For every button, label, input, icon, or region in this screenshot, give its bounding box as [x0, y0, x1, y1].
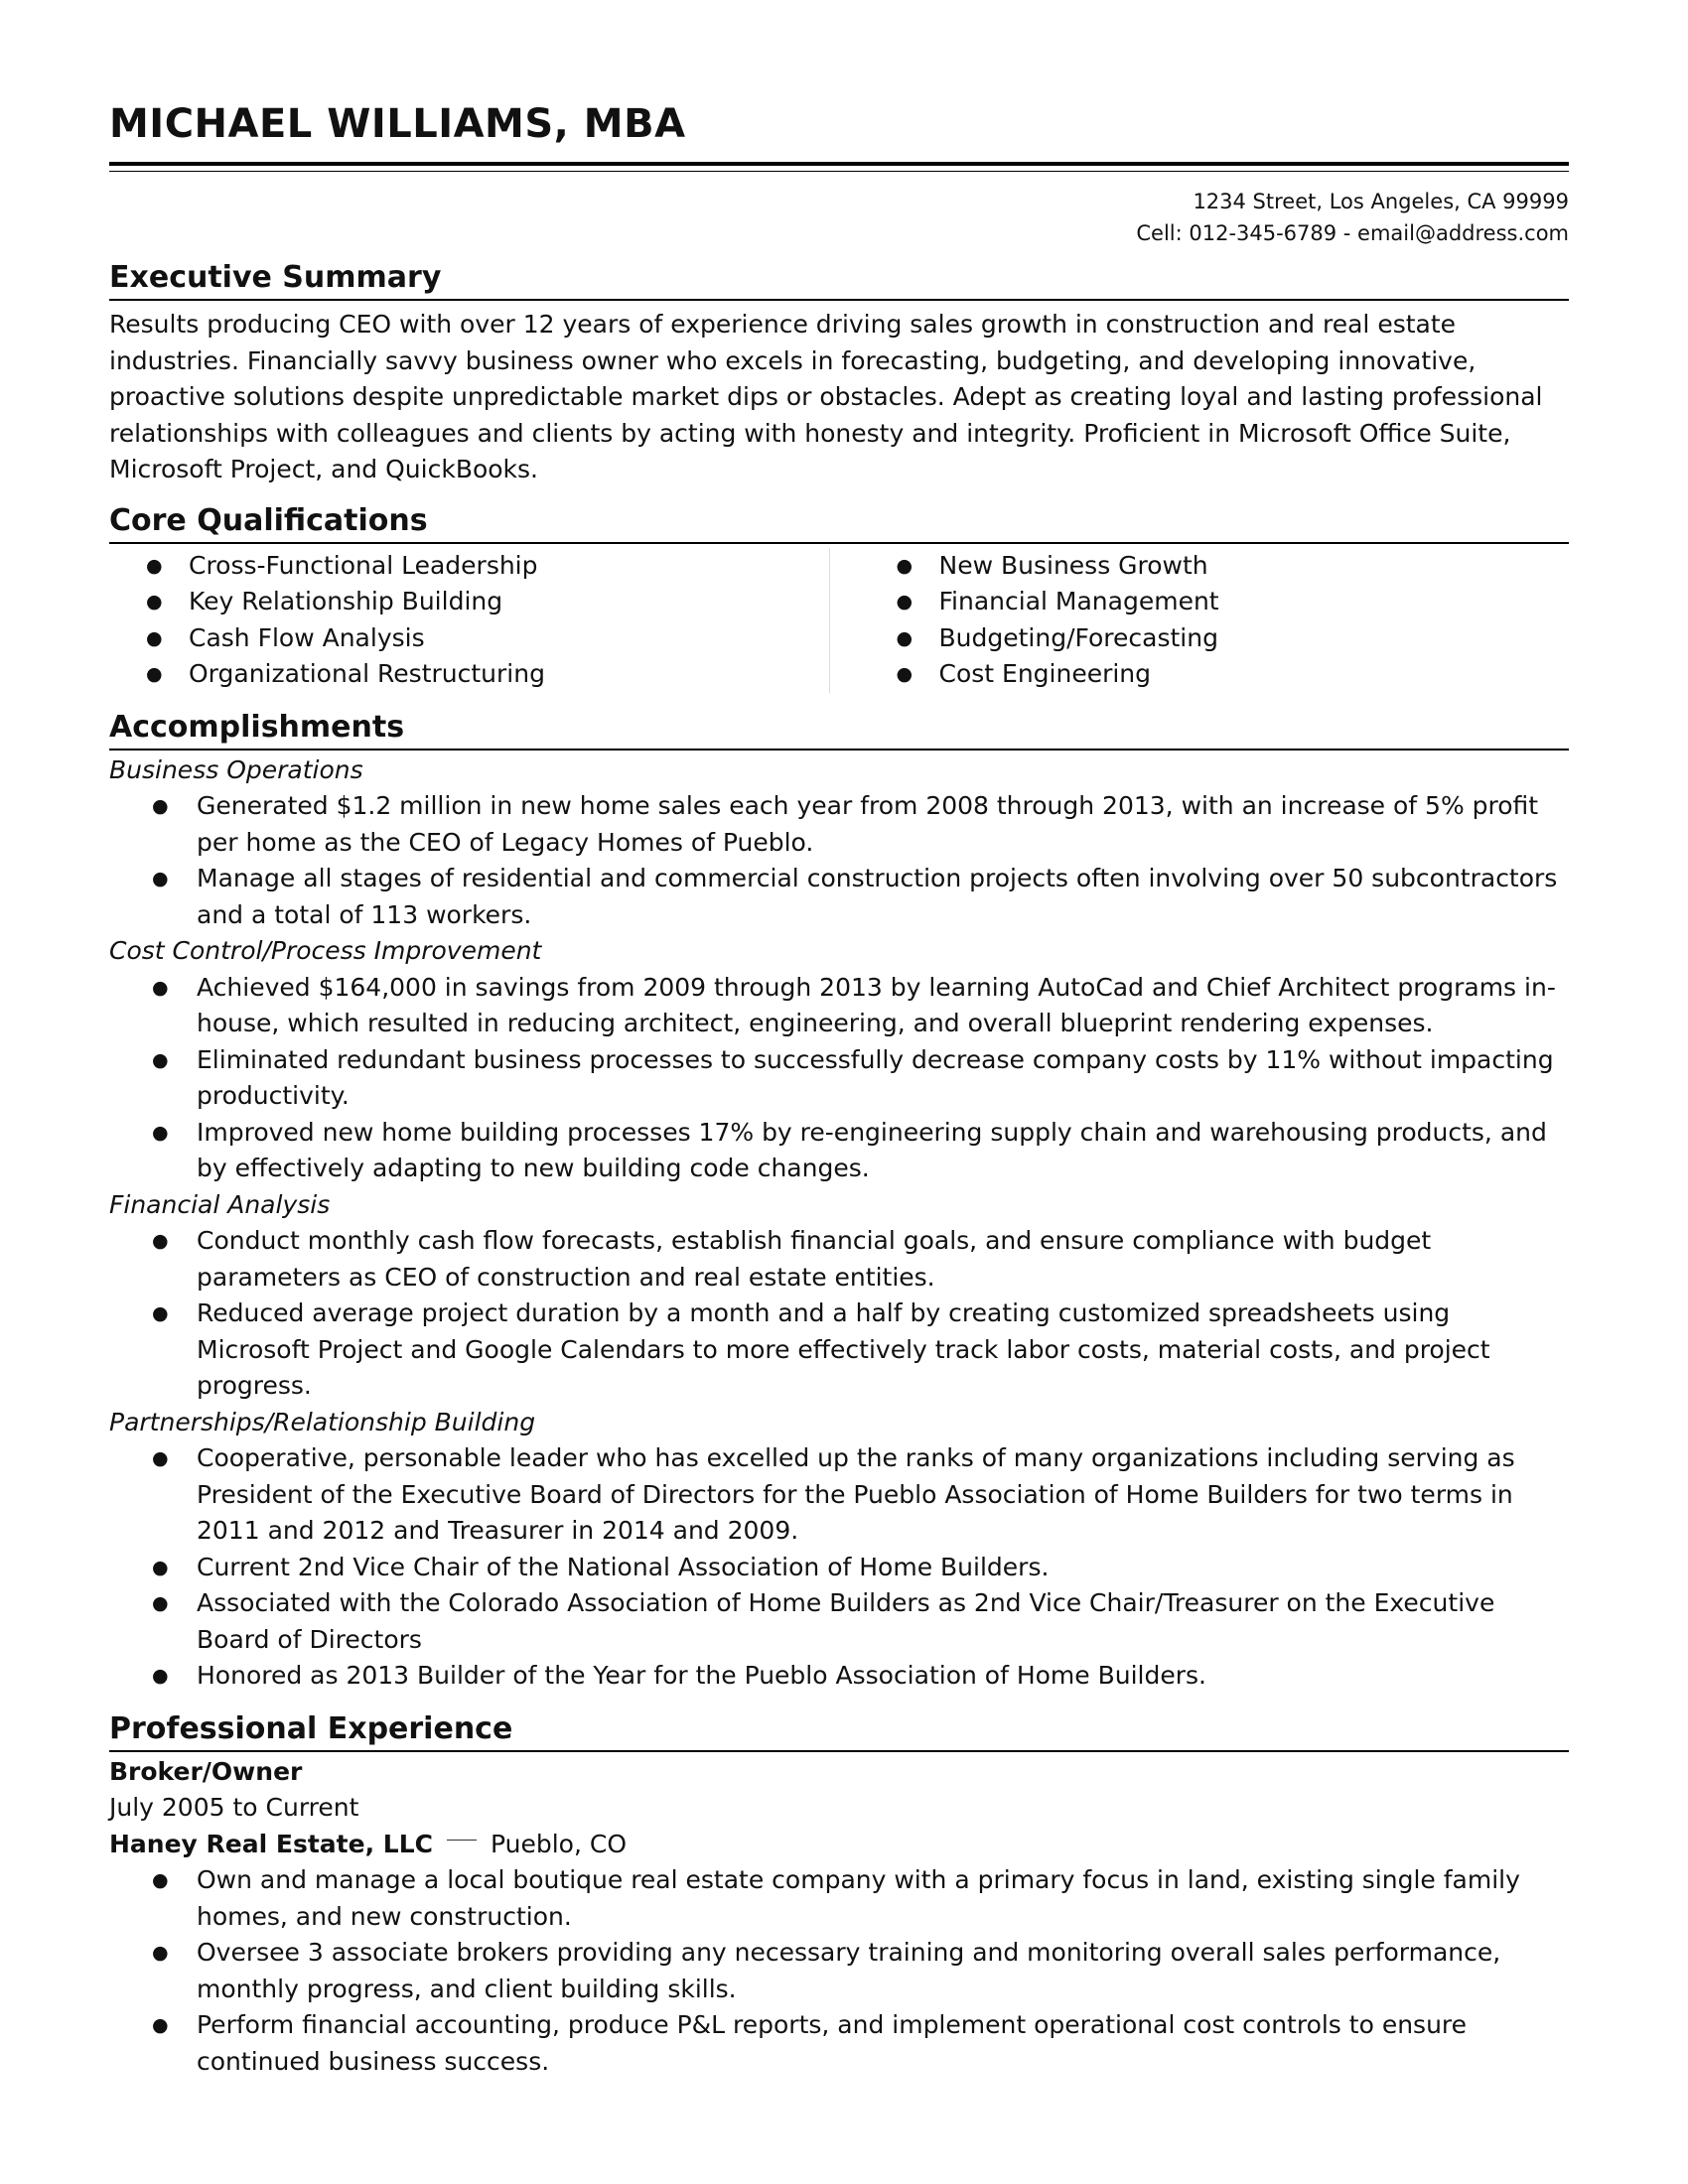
bullet-icon: ●	[152, 1302, 169, 1324]
list-item: ● Reduced average project duration by a month and a half by creating customized spreadsheets using Microsoft Project and Google Calendars to more effectively track labor costs, material costs, and project progress.	[109, 1296, 1569, 1405]
section-title: Professional Experience	[109, 1714, 1569, 1752]
list-item: ● Budgeting/Forecasting	[860, 620, 1570, 657]
qualifications-left-column	[109, 548, 830, 693]
experience-body	[109, 1754, 1569, 2081]
list-item: ● Achieved $164,000 in savings from 2009 through 2013 by learning AutoCad and Chief Architect programs in-house, which resulted in reducing architect, engineering, and overall blueprint rendering expenses.	[109, 970, 1569, 1042]
bullet-icon: ●	[152, 1447, 169, 1469]
bullet-icon: ●	[152, 1592, 169, 1614]
bullet-icon: ●	[152, 1665, 169, 1687]
candidate-name: MICHAEL WILLIAMS, MBA	[109, 101, 686, 147]
bullet-icon: ●	[152, 868, 169, 889]
subsection-heading: Partnerships/Relationship Building	[109, 1407, 536, 1436]
list-item: ● Manage all stages of residential and commercial construction projects often involving over 50 subcontractors and a total of 113 workers.	[109, 861, 1569, 933]
executive-summary-section	[109, 260, 1569, 488]
list-item: ● Oversee 3 associate brokers providing any necessary training and monitoring overall sales performance, monthly progress, and client building skills.	[109, 1935, 1569, 2007]
accomplishments-body	[109, 752, 1569, 1695]
bullet-icon: ●	[152, 795, 169, 817]
header-rule-thick	[109, 162, 1569, 166]
job-dates: July 2005 to Current	[109, 1793, 359, 1822]
core-qualifications-section	[109, 502, 1569, 693]
list-item: ● Perform financial accounting, produce P&L reports, and implement operational cost controls to ensure continued business success.	[109, 2007, 1569, 2080]
header-rule-thin	[109, 171, 1569, 172]
company-name: Haney Real Estate, LLC	[109, 1829, 433, 1858]
bullet-icon: ●	[152, 1556, 169, 1578]
section-title: Executive Summary	[109, 263, 1569, 301]
list-item: ● New Business Growth	[860, 548, 1570, 585]
bullet-icon: ●	[146, 591, 163, 613]
qualifications-right-column	[830, 548, 1570, 693]
bullet-icon: ●	[152, 1942, 169, 1964]
company-line	[109, 1827, 1569, 1863]
list-item: ● Key Relationship Building	[109, 584, 819, 620]
bullet-icon: ●	[152, 2014, 169, 2036]
contact-line: Cell: 012-345-6789 - email@address.com	[1136, 221, 1569, 245]
bullet-icon: ●	[152, 1121, 169, 1144]
bullet-icon: ●	[896, 554, 914, 577]
list-item: ● Generated $1.2 million in new home sales each year from 2008 through 2013, with an increase of 5% profit per home as the CEO of Legacy Homes of Pueblo.	[109, 788, 1569, 861]
list-item: ● Cost Engineering	[860, 656, 1570, 693]
subsection-heading: Business Operations	[109, 754, 363, 784]
list-item: ● Conduct monthly cash flow forecasts, establish financial goals, and ensure compliance with budget parameters as CEO of construction and real estate entities.	[109, 1223, 1569, 1296]
company-location: Pueblo, CO	[491, 1829, 627, 1858]
list-item: ● Honored as 2013 Builder of the Year for the Pueblo Association of Home Builders.	[109, 1658, 1569, 1695]
subsection-heading: Financial Analysis	[109, 1189, 331, 1219]
bullet-icon: ●	[152, 1048, 169, 1071]
list-item: ● Cooperative, personable leader who has excelled up the ranks of many organizations including serving as President of the Executive Board of Directors for the Pueblo Association of Home Builders for two terms in 2011 and 2012 and Treasurer in 2014 and 2009.	[109, 1440, 1569, 1550]
resume-page	[109, 101, 1569, 2080]
job-title: Broker/Owner	[109, 1756, 303, 1786]
separator-dash	[447, 1840, 477, 1841]
address-line: 1234 Street, Los Angeles, CA 99999	[1193, 190, 1569, 213]
professional-experience-section	[109, 1710, 1569, 2081]
list-item: ● Own and manage a local boutique real estate company with a primary focus in land, existing single family homes, and new construction.	[109, 1862, 1569, 1935]
qualifications-columns	[109, 548, 1569, 693]
bullet-icon: ●	[152, 976, 169, 999]
bullet-icon: ●	[146, 626, 163, 649]
section-title: Accomplishments	[109, 713, 1569, 751]
list-item: ● Organizational Restructuring	[109, 656, 819, 693]
list-item: ● Improved new home building processes 17% by re-engineering supply chain and warehousing products, and by effectively adapting to new building code changes.	[109, 1115, 1569, 1187]
bullet-icon: ●	[152, 1869, 169, 1891]
bullet-icon: ●	[146, 663, 163, 685]
accomplishments-section	[109, 709, 1569, 1695]
list-item: ● Cash Flow Analysis	[109, 620, 819, 657]
list-item: ● Cross-Functional Leadership	[109, 548, 819, 585]
subsection-heading: Cost Control/Process Improvement	[109, 936, 542, 965]
bullet-icon: ●	[152, 1230, 169, 1252]
list-item: ● Eliminated redundant business processes to successfully decrease company costs by 11% without impacting productivity.	[109, 1042, 1569, 1115]
section-title: Core Qualifications	[109, 506, 1569, 544]
bullet-icon: ●	[146, 554, 163, 577]
list-item: ● Financial Management	[860, 584, 1570, 620]
summary-text: Results producing CEO with over 12 years of experience driving sales growth in construction and real estate industries. Financially savvy business owner who excels in forecasting, budgeting, and developing innovative, proactive solutions despite unpredictable market dips or obstacles. Adept as creating loyal and lasting professional relationships with colleagues and clients by acting with honesty and integrity. Proficient in Microsoft Office Suite, Microsoft Project, and QuickBooks.	[109, 310, 1543, 483]
list-item: ● Associated with the Colorado Association of Home Builders as 2nd Vice Chair/Treasurer on the Executive Board of Directors	[109, 1585, 1569, 1658]
list-item: ● Current 2nd Vice Chair of the National Association of Home Builders.	[109, 1550, 1569, 1586]
bullet-icon: ●	[896, 663, 914, 685]
contact-block	[109, 186, 1569, 249]
bullet-icon: ●	[896, 626, 914, 649]
bullet-icon: ●	[896, 591, 914, 613]
